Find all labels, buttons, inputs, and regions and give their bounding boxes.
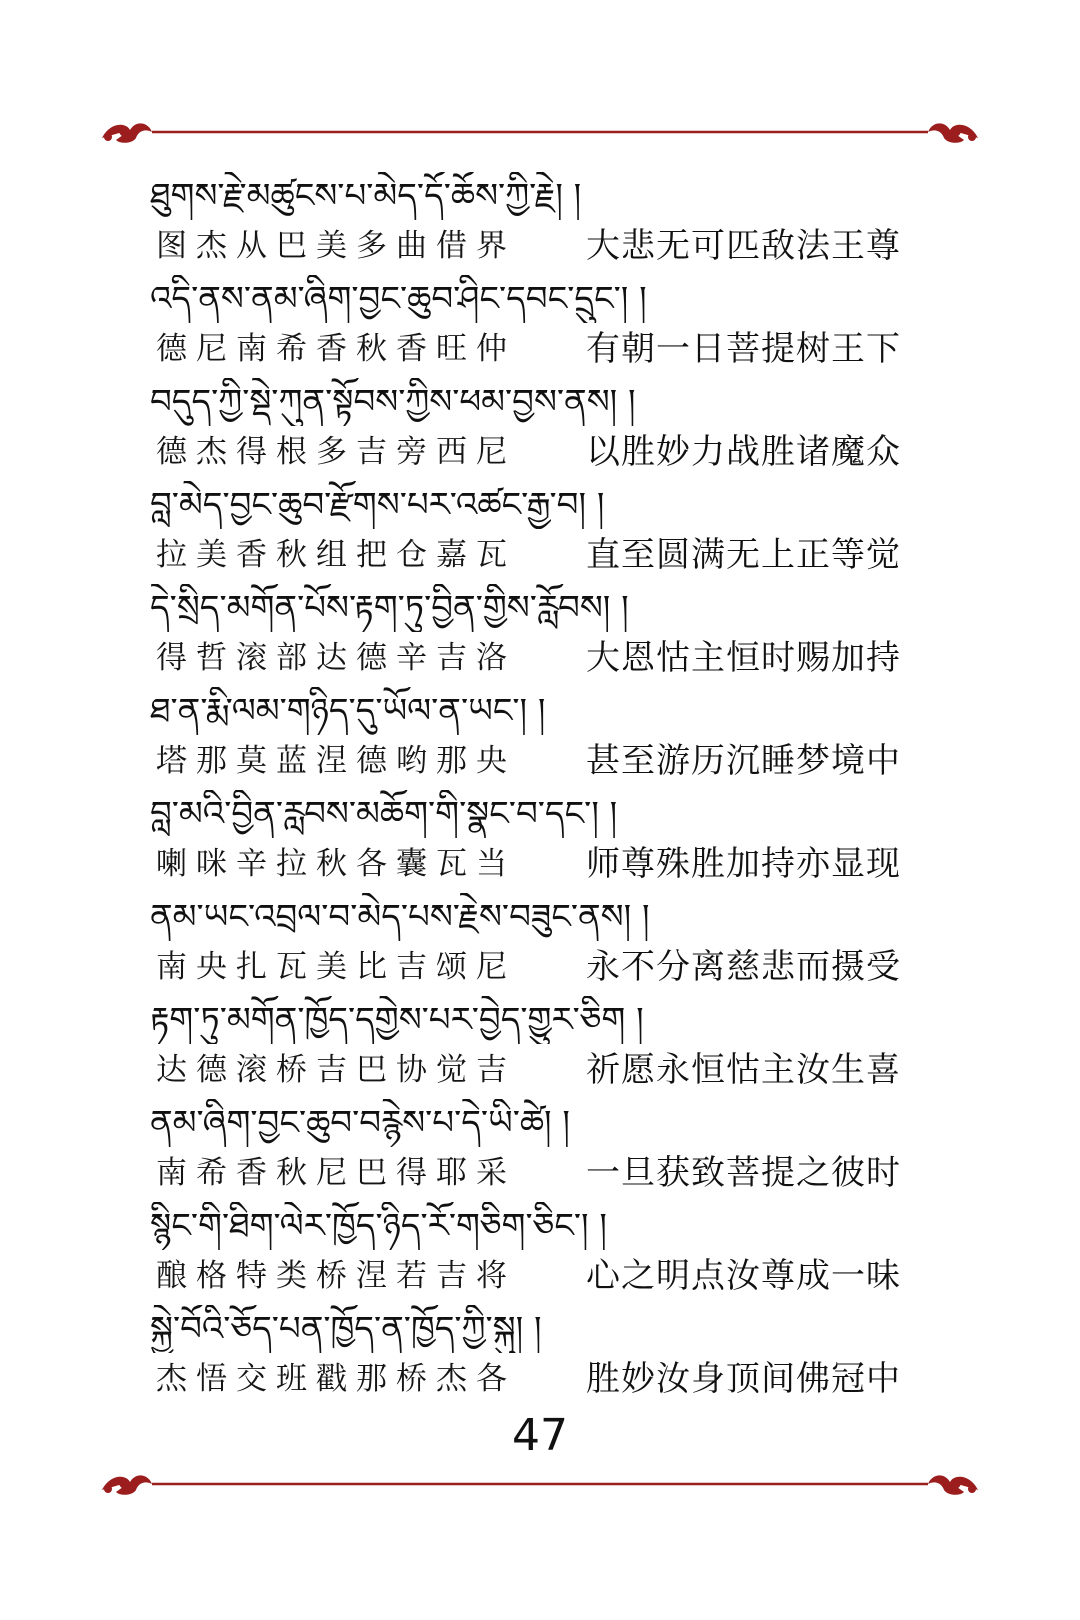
tibetan-line: ནམ་ཡང་འབྲལ་བ་མེད་པས་རྗེས་བཟུང་ནས། ། [150,897,650,937]
chinese-pronunciation: 图杰从巴美多曲借界 [156,228,516,264]
chinese-translation: 祈愿永恒怙主汝生喜 [586,1050,901,1090]
chinese-translation: 大悲无可匹敌法王尊 [586,226,901,266]
chinese-pronunciation: 酿格特类桥涅若吉将 [156,1258,516,1294]
verse-stanza [150,996,930,1099]
chinese-translation: 永不分离慈悲而摄受 [586,947,901,987]
verse-stanza [150,378,930,481]
tibetan-line: དེ་སྲིད་མགོན་པོས་རྟག་ཏུ་བྱིན་གྱིས་རློབས། ། [150,588,629,628]
chinese-pronunciation: 塔那莫蓝涅德哟那央 [156,743,516,779]
chinese-translation: 以胜妙力战胜诸魔众 [586,432,901,472]
verse-stanza [150,790,930,893]
verse-stanza [150,893,930,996]
chinese-translation: 大恩怙主恒时赐加持 [586,638,901,678]
chinese-pronunciation: 达德滚桥吉巴协觉吉 [156,1052,516,1088]
chinese-translation: 甚至游历沉睡梦境中 [586,741,901,781]
chinese-pronunciation: 得哲滚部达德辛吉洛 [156,640,516,676]
tibetan-line: ཐ་ན་རྨི་ལམ་གཉིད་དུ་ཡོལ་ན་ཡང་། ། [150,691,546,731]
tibetan-line: རྟག་ཏུ་མགོན་ཁྱོད་དགྱེས་པར་བྱེད་གྱུར་ཅིག ། [150,1000,644,1040]
chinese-pronunciation: 杰悟交班戳那桥杰各 [156,1361,516,1397]
verse-stanza [150,275,930,378]
verse-stanza [150,172,930,275]
top-ornament-rule [100,118,980,148]
verse-stanza [150,481,930,584]
chinese-translation: 师尊殊胜加持亦显现 [586,844,901,884]
verse-stanza [150,584,930,687]
tibetan-line: ཐུགས་རྗེ་མཚུངས་པ་མེད་དོ་ཆོས་ཀྱི་རྗེ། ། [150,176,582,216]
verse-list [150,172,930,1408]
verse-stanza [150,687,930,790]
chinese-pronunciation: 喇咪辛拉秋各囊瓦当 [156,846,516,882]
tibetan-line: སྐྱེ་བོའི་ཅོད་པན་ཁྱོད་ན་ཁྱོད་ཀྱི་སྐུ། ། [150,1309,542,1349]
chinese-pronunciation: 德杰得根多吉旁西尼 [156,434,516,470]
tibetan-line: བདུད་ཀྱི་སྡེ་ཀུན་སྟོབས་ཀྱིས་ཕམ་བྱས་ནས། ། [150,382,636,422]
bottom-ornament-rule [100,1470,980,1500]
chinese-pronunciation: 德尼南希香秋香旺仲 [156,331,516,367]
page-number: 47 [498,1410,582,1461]
chinese-pronunciation: 南希香秋尼巴得耶采 [156,1155,516,1191]
tibetan-line: སྙིང་གི་ཐིག་ལེར་ཁྱོད་ཉིད་རོ་གཅིག་ཅིང་། ། [150,1206,607,1246]
chinese-translation: 胜妙汝身顶间佛冠中 [586,1359,901,1399]
chinese-translation: 直至圆满无上正等觉 [586,535,901,575]
page-number-wrap [0,1410,1080,1461]
chinese-pronunciation: 南央扎瓦美比吉颂尼 [156,949,516,985]
verse-stanza [150,1202,930,1305]
verse-stanza [150,1305,930,1408]
tibetan-line: འདི་ནས་ནམ་ཞིག་བྱང་ཆུབ་ཤིང་དབང་དྲུང་། ། [150,279,647,319]
chinese-pronunciation: 拉美香秋组把仓嘉瓦 [156,537,516,573]
verse-stanza [150,1099,930,1202]
ornament-divider-icon [100,118,980,148]
tibetan-line: བླ་མེད་བྱང་ཆུབ་རྫོགས་པར་འཚང་རྒྱ་བ། ། [150,485,605,525]
chinese-translation: 有朝一日菩提树王下 [586,329,901,369]
ornament-divider-icon [100,1470,980,1500]
tibetan-line: ནམ་ཞིག་བྱང་ཆུབ་བརྙེས་པ་དེ་ཡི་ཚེ། ། [150,1103,570,1143]
chinese-translation: 心之明点汝尊成一味 [586,1256,901,1296]
tibetan-line: བླ་མའི་བྱིན་རླབས་མཆོག་གི་སྣང་བ་དང་། ། [150,794,618,834]
chinese-translation: 一旦获致菩提之彼时 [586,1153,901,1193]
